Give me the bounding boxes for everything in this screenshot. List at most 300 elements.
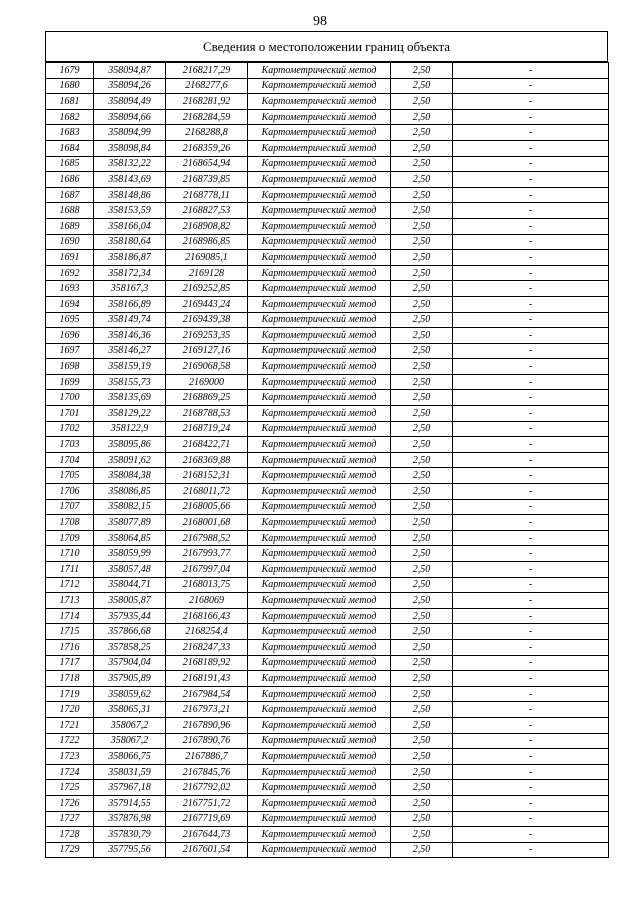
accuracy-cell: 2,50	[391, 281, 453, 297]
method-cell: Картометрический метод	[248, 187, 391, 203]
remark-cell: -	[453, 374, 609, 390]
y-coordinate-cell: 2168908,82	[166, 218, 248, 234]
point-number-cell: 1686	[46, 172, 94, 188]
x-coordinate-cell: 357905,89	[94, 671, 166, 687]
method-cell: Картометрический метод	[248, 156, 391, 172]
accuracy-cell: 2,50	[391, 827, 453, 843]
point-number-cell: 1681	[46, 94, 94, 110]
x-coordinate-cell: 358064,85	[94, 530, 166, 546]
accuracy-cell: 2,50	[391, 577, 453, 593]
table-row	[46, 546, 609, 562]
y-coordinate-cell: 2169127,16	[166, 343, 248, 359]
table-row	[46, 452, 609, 468]
table-row	[46, 593, 609, 609]
x-coordinate-cell: 358155,73	[94, 374, 166, 390]
method-cell: Картометрический метод	[248, 515, 391, 531]
method-cell: Картометрический метод	[248, 406, 391, 422]
remark-cell: -	[453, 156, 609, 172]
method-cell: Картометрический метод	[248, 593, 391, 609]
method-cell: Картометрический метод	[248, 109, 391, 125]
method-cell: Картометрический метод	[248, 577, 391, 593]
remark-cell: -	[453, 125, 609, 141]
x-coordinate-cell: 358094,26	[94, 78, 166, 94]
table-row	[46, 515, 609, 531]
y-coordinate-cell: 2168069	[166, 593, 248, 609]
method-cell: Картометрический метод	[248, 452, 391, 468]
y-coordinate-cell: 2169128	[166, 265, 248, 281]
method-cell: Картометрический метод	[248, 795, 391, 811]
table-row	[46, 94, 609, 110]
remark-cell: -	[453, 109, 609, 125]
remark-cell: -	[453, 484, 609, 500]
table-row	[46, 78, 609, 94]
point-number-cell: 1701	[46, 406, 94, 422]
y-coordinate-cell: 2169000	[166, 374, 248, 390]
accuracy-cell: 2,50	[391, 639, 453, 655]
y-coordinate-cell: 2168288,8	[166, 125, 248, 141]
point-number-cell: 1696	[46, 328, 94, 344]
point-number-cell: 1724	[46, 764, 94, 780]
y-coordinate-cell: 2168719,24	[166, 421, 248, 437]
method-cell: Картометрический метод	[248, 811, 391, 827]
table-row	[46, 764, 609, 780]
table-row	[46, 359, 609, 375]
method-cell: Картометрический метод	[248, 717, 391, 733]
y-coordinate-cell: 2167751,72	[166, 795, 248, 811]
point-number-cell: 1692	[46, 265, 94, 281]
y-coordinate-cell: 2169252,85	[166, 281, 248, 297]
y-coordinate-cell: 2168281,92	[166, 94, 248, 110]
point-number-cell: 1699	[46, 374, 94, 390]
y-coordinate-cell: 2168284,59	[166, 109, 248, 125]
point-number-cell: 1705	[46, 468, 94, 484]
method-cell: Картометрический метод	[248, 639, 391, 655]
table-row	[46, 250, 609, 266]
point-number-cell: 1682	[46, 109, 94, 125]
method-cell: Картометрический метод	[248, 421, 391, 437]
method-cell: Картометрический метод	[248, 624, 391, 640]
x-coordinate-cell: 358129,22	[94, 406, 166, 422]
point-number-cell: 1708	[46, 515, 94, 531]
accuracy-cell: 2,50	[391, 421, 453, 437]
method-cell: Картометрический метод	[248, 125, 391, 141]
table-row	[46, 296, 609, 312]
point-number-cell: 1679	[46, 63, 94, 79]
point-number-cell: 1700	[46, 390, 94, 406]
accuracy-cell: 2,50	[391, 452, 453, 468]
method-cell: Картометрический метод	[248, 686, 391, 702]
table-row	[46, 484, 609, 500]
point-number-cell: 1680	[46, 78, 94, 94]
method-cell: Картометрический метод	[248, 827, 391, 843]
method-cell: Картометрический метод	[248, 562, 391, 578]
accuracy-cell: 2,50	[391, 562, 453, 578]
accuracy-cell: 2,50	[391, 593, 453, 609]
x-coordinate-cell: 358065,31	[94, 702, 166, 718]
remark-cell: -	[453, 827, 609, 843]
y-coordinate-cell: 2168369,88	[166, 452, 248, 468]
remark-cell: -	[453, 452, 609, 468]
remark-cell: -	[453, 624, 609, 640]
accuracy-cell: 2,50	[391, 156, 453, 172]
accuracy-cell: 2,50	[391, 78, 453, 94]
x-coordinate-cell: 358149,74	[94, 312, 166, 328]
table-row	[46, 187, 609, 203]
accuracy-cell: 2,50	[391, 125, 453, 141]
x-coordinate-cell: 358153,59	[94, 203, 166, 219]
point-number-cell: 1720	[46, 702, 94, 718]
table-row	[46, 655, 609, 671]
y-coordinate-cell: 2167719,69	[166, 811, 248, 827]
point-number-cell: 1717	[46, 655, 94, 671]
y-coordinate-cell: 2168013,75	[166, 577, 248, 593]
x-coordinate-cell: 357935,44	[94, 608, 166, 624]
remark-cell: -	[453, 717, 609, 733]
point-number-cell: 1683	[46, 125, 94, 141]
remark-cell: -	[453, 172, 609, 188]
accuracy-cell: 2,50	[391, 655, 453, 671]
y-coordinate-cell: 2168986,85	[166, 234, 248, 250]
x-coordinate-cell: 357795,56	[94, 842, 166, 858]
accuracy-cell: 2,50	[391, 265, 453, 281]
point-number-cell: 1685	[46, 156, 94, 172]
table-row	[46, 733, 609, 749]
remark-cell: -	[453, 546, 609, 562]
point-number-cell: 1723	[46, 749, 94, 765]
accuracy-cell: 2,50	[391, 312, 453, 328]
y-coordinate-cell: 2168005,66	[166, 499, 248, 515]
method-cell: Картометрический метод	[248, 234, 391, 250]
y-coordinate-cell: 2169443,24	[166, 296, 248, 312]
point-number-cell: 1704	[46, 452, 94, 468]
y-coordinate-cell: 2168277,6	[166, 78, 248, 94]
point-number-cell: 1712	[46, 577, 94, 593]
table-header-frame	[45, 31, 608, 62]
y-coordinate-cell: 2168827,53	[166, 203, 248, 219]
point-number-cell: 1727	[46, 811, 94, 827]
table-row	[46, 328, 609, 344]
remark-cell: -	[453, 390, 609, 406]
method-cell: Картометрический метод	[248, 343, 391, 359]
table-row	[46, 374, 609, 390]
table-row	[46, 671, 609, 687]
accuracy-cell: 2,50	[391, 437, 453, 453]
remark-cell: -	[453, 562, 609, 578]
x-coordinate-cell: 358146,36	[94, 328, 166, 344]
accuracy-cell: 2,50	[391, 218, 453, 234]
point-number-cell: 1710	[46, 546, 94, 562]
x-coordinate-cell: 358094,99	[94, 125, 166, 141]
x-coordinate-cell: 358146,27	[94, 343, 166, 359]
y-coordinate-cell: 2167845,76	[166, 764, 248, 780]
method-cell: Картометрический метод	[248, 733, 391, 749]
method-cell: Картометрический метод	[248, 530, 391, 546]
point-number-cell: 1695	[46, 312, 94, 328]
x-coordinate-cell: 358094,66	[94, 109, 166, 125]
point-number-cell: 1715	[46, 624, 94, 640]
y-coordinate-cell: 2167890,76	[166, 733, 248, 749]
method-cell: Картометрический метод	[248, 546, 391, 562]
table-row	[46, 265, 609, 281]
remark-cell: -	[453, 234, 609, 250]
accuracy-cell: 2,50	[391, 546, 453, 562]
y-coordinate-cell: 2168001,68	[166, 515, 248, 531]
accuracy-cell: 2,50	[391, 499, 453, 515]
method-cell: Картометрический метод	[248, 437, 391, 453]
remark-cell: -	[453, 265, 609, 281]
table-row	[46, 281, 609, 297]
method-cell: Картометрический метод	[248, 94, 391, 110]
method-cell: Картометрический метод	[248, 359, 391, 375]
accuracy-cell: 2,50	[391, 343, 453, 359]
x-coordinate-cell: 358059,99	[94, 546, 166, 562]
remark-cell: -	[453, 140, 609, 156]
remark-cell: -	[453, 468, 609, 484]
table-row	[46, 624, 609, 640]
x-coordinate-cell: 358082,15	[94, 499, 166, 515]
method-cell: Картометрический метод	[248, 842, 391, 858]
method-cell: Картометрический метод	[248, 172, 391, 188]
table-row	[46, 63, 609, 79]
point-number-cell: 1716	[46, 639, 94, 655]
remark-cell: -	[453, 702, 609, 718]
method-cell: Картометрический метод	[248, 608, 391, 624]
table-row	[46, 842, 609, 858]
accuracy-cell: 2,50	[391, 390, 453, 406]
remark-cell: -	[453, 764, 609, 780]
x-coordinate-cell: 358059,62	[94, 686, 166, 702]
table-row	[46, 312, 609, 328]
y-coordinate-cell: 2167601,54	[166, 842, 248, 858]
x-coordinate-cell: 358094,49	[94, 94, 166, 110]
point-number-cell: 1687	[46, 187, 94, 203]
remark-cell: -	[453, 312, 609, 328]
x-coordinate-cell: 358180,64	[94, 234, 166, 250]
accuracy-cell: 2,50	[391, 234, 453, 250]
remark-cell: -	[453, 281, 609, 297]
x-coordinate-cell: 358148,86	[94, 187, 166, 203]
remark-cell: -	[453, 577, 609, 593]
accuracy-cell: 2,50	[391, 374, 453, 390]
x-coordinate-cell: 357858,25	[94, 639, 166, 655]
remark-cell: -	[453, 639, 609, 655]
y-coordinate-cell: 2167993,77	[166, 546, 248, 562]
y-coordinate-cell: 2168788,53	[166, 406, 248, 422]
x-coordinate-cell: 358086,85	[94, 484, 166, 500]
accuracy-cell: 2,50	[391, 842, 453, 858]
y-coordinate-cell: 2168247,33	[166, 639, 248, 655]
table-row	[46, 686, 609, 702]
y-coordinate-cell: 2167886,7	[166, 749, 248, 765]
remark-cell: -	[453, 296, 609, 312]
remark-cell: -	[453, 733, 609, 749]
remark-cell: -	[453, 63, 609, 79]
accuracy-cell: 2,50	[391, 187, 453, 203]
point-number-cell: 1688	[46, 203, 94, 219]
table-row	[46, 811, 609, 827]
remark-cell: -	[453, 187, 609, 203]
y-coordinate-cell: 2168739,85	[166, 172, 248, 188]
accuracy-cell: 2,50	[391, 686, 453, 702]
accuracy-cell: 2,50	[391, 795, 453, 811]
table-row	[46, 343, 609, 359]
table-row	[46, 639, 609, 655]
method-cell: Картометрический метод	[248, 250, 391, 266]
x-coordinate-cell: 358091,62	[94, 452, 166, 468]
y-coordinate-cell: 2168011,72	[166, 484, 248, 500]
point-number-cell: 1709	[46, 530, 94, 546]
y-coordinate-cell: 2167644,73	[166, 827, 248, 843]
y-coordinate-cell: 2168152,31	[166, 468, 248, 484]
x-coordinate-cell: 358143,69	[94, 172, 166, 188]
point-number-cell: 1693	[46, 281, 94, 297]
method-cell: Картометрический метод	[248, 281, 391, 297]
table-row	[46, 172, 609, 188]
point-number-cell: 1706	[46, 484, 94, 500]
table-row	[46, 562, 609, 578]
y-coordinate-cell: 2168189,92	[166, 655, 248, 671]
accuracy-cell: 2,50	[391, 172, 453, 188]
remark-cell: -	[453, 78, 609, 94]
remark-cell: -	[453, 250, 609, 266]
remark-cell: -	[453, 842, 609, 858]
method-cell: Картометрический метод	[248, 296, 391, 312]
remark-cell: -	[453, 437, 609, 453]
point-number-cell: 1689	[46, 218, 94, 234]
point-number-cell: 1697	[46, 343, 94, 359]
x-coordinate-cell: 358166,89	[94, 296, 166, 312]
remark-cell: -	[453, 515, 609, 531]
remark-cell: -	[453, 94, 609, 110]
point-number-cell: 1691	[46, 250, 94, 266]
x-coordinate-cell: 358084,38	[94, 468, 166, 484]
point-number-cell: 1703	[46, 437, 94, 453]
accuracy-cell: 2,50	[391, 359, 453, 375]
remark-cell: -	[453, 421, 609, 437]
x-coordinate-cell: 358067,2	[94, 733, 166, 749]
accuracy-cell: 2,50	[391, 328, 453, 344]
point-number-cell: 1711	[46, 562, 94, 578]
method-cell: Картометрический метод	[248, 702, 391, 718]
method-cell: Картометрический метод	[248, 390, 391, 406]
y-coordinate-cell: 2167988,52	[166, 530, 248, 546]
point-number-cell: 1702	[46, 421, 94, 437]
remark-cell: -	[453, 593, 609, 609]
remark-cell: -	[453, 671, 609, 687]
table-row	[46, 717, 609, 733]
method-cell: Картометрический метод	[248, 468, 391, 484]
point-number-cell: 1694	[46, 296, 94, 312]
x-coordinate-cell: 358031,59	[94, 764, 166, 780]
x-coordinate-cell: 358172,34	[94, 265, 166, 281]
page-number: 98	[313, 14, 327, 29]
method-cell: Картометрический метод	[248, 374, 391, 390]
x-coordinate-cell: 358057,48	[94, 562, 166, 578]
point-number-cell: 1714	[46, 608, 94, 624]
x-coordinate-cell: 358166,04	[94, 218, 166, 234]
table-row	[46, 109, 609, 125]
x-coordinate-cell: 358094,87	[94, 63, 166, 79]
table-row	[46, 749, 609, 765]
table-row	[46, 156, 609, 172]
x-coordinate-cell: 358095,86	[94, 437, 166, 453]
x-coordinate-cell: 358066,75	[94, 749, 166, 765]
x-coordinate-cell: 358098,84	[94, 140, 166, 156]
method-cell: Картометрический метод	[248, 484, 391, 500]
remark-cell: -	[453, 655, 609, 671]
remark-cell: -	[453, 749, 609, 765]
accuracy-cell: 2,50	[391, 671, 453, 687]
point-number-cell: 1725	[46, 780, 94, 796]
method-cell: Картометрический метод	[248, 671, 391, 687]
x-coordinate-cell: 357904,04	[94, 655, 166, 671]
remark-cell: -	[453, 608, 609, 624]
table-row	[46, 218, 609, 234]
x-coordinate-cell: 358132,22	[94, 156, 166, 172]
table-row	[46, 499, 609, 515]
y-coordinate-cell: 2167792,02	[166, 780, 248, 796]
point-number-cell: 1719	[46, 686, 94, 702]
accuracy-cell: 2,50	[391, 733, 453, 749]
table-row	[46, 795, 609, 811]
table-row	[46, 437, 609, 453]
y-coordinate-cell: 2167890,96	[166, 717, 248, 733]
remark-cell: -	[453, 686, 609, 702]
y-coordinate-cell: 2167973,21	[166, 702, 248, 718]
table-row	[46, 468, 609, 484]
remark-cell: -	[453, 406, 609, 422]
remark-cell: -	[453, 811, 609, 827]
remark-cell: -	[453, 499, 609, 515]
accuracy-cell: 2,50	[391, 749, 453, 765]
x-coordinate-cell: 357866,68	[94, 624, 166, 640]
y-coordinate-cell: 2168166,43	[166, 608, 248, 624]
remark-cell: -	[453, 218, 609, 234]
remark-cell: -	[453, 795, 609, 811]
point-number-cell: 1721	[46, 717, 94, 733]
table-row	[46, 577, 609, 593]
y-coordinate-cell: 2169068,58	[166, 359, 248, 375]
accuracy-cell: 2,50	[391, 515, 453, 531]
accuracy-cell: 2,50	[391, 608, 453, 624]
y-coordinate-cell: 2168217,29	[166, 63, 248, 79]
point-number-cell: 1728	[46, 827, 94, 843]
x-coordinate-cell: 357876,98	[94, 811, 166, 827]
accuracy-cell: 2,50	[391, 764, 453, 780]
y-coordinate-cell: 2168869,25	[166, 390, 248, 406]
y-coordinate-cell: 2168422,71	[166, 437, 248, 453]
method-cell: Картометрический метод	[248, 265, 391, 281]
y-coordinate-cell: 2167997,04	[166, 562, 248, 578]
y-coordinate-cell: 2168359,26	[166, 140, 248, 156]
method-cell: Картометрический метод	[248, 780, 391, 796]
accuracy-cell: 2,50	[391, 406, 453, 422]
method-cell: Картометрический метод	[248, 749, 391, 765]
accuracy-cell: 2,50	[391, 296, 453, 312]
table-title: Сведения о местоположении границ объекта	[202, 39, 451, 54]
accuracy-cell: 2,50	[391, 484, 453, 500]
point-number-cell: 1713	[46, 593, 94, 609]
method-cell: Картометрический метод	[248, 203, 391, 219]
accuracy-cell: 2,50	[391, 717, 453, 733]
method-cell: Картометрический метод	[248, 655, 391, 671]
point-number-cell: 1707	[46, 499, 94, 515]
accuracy-cell: 2,50	[391, 702, 453, 718]
x-coordinate-cell: 357914,55	[94, 795, 166, 811]
table-row	[46, 421, 609, 437]
remark-cell: -	[453, 780, 609, 796]
point-number-cell: 1729	[46, 842, 94, 858]
